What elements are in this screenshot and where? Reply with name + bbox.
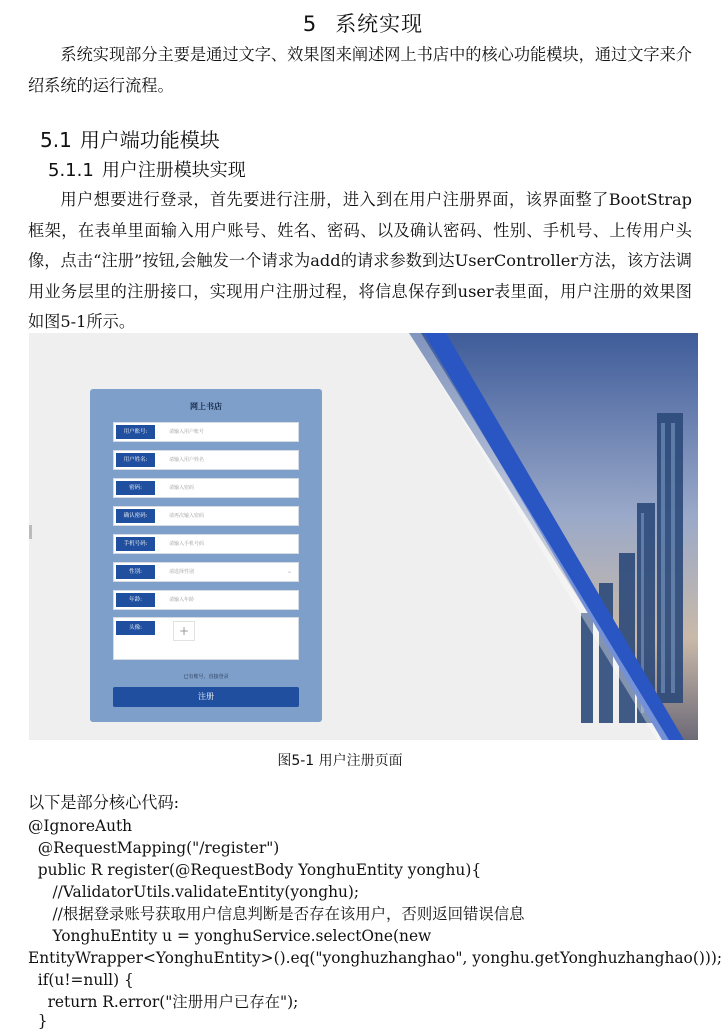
account-input[interactable] bbox=[113, 422, 299, 442]
field-placeholder: 请选择性别 bbox=[169, 569, 195, 575]
field-label: 用户账号: bbox=[116, 425, 155, 439]
scrollbar-thumb[interactable] bbox=[29, 525, 32, 539]
age-input[interactable] bbox=[113, 590, 299, 610]
field-label: 密码: bbox=[116, 481, 155, 495]
chevron-down-icon: ⌄ bbox=[286, 568, 292, 575]
confirm-password-input[interactable] bbox=[113, 506, 299, 526]
chapter-heading bbox=[0, 8, 726, 38]
field-label: 确认密码: bbox=[116, 509, 155, 523]
phone-input[interactable] bbox=[113, 534, 299, 554]
field-label: 性别: bbox=[116, 565, 155, 579]
section-number: 5.1 bbox=[40, 128, 72, 152]
login-link[interactable]: 已有账号，直接登录 bbox=[183, 674, 229, 680]
plus-icon[interactable]: + bbox=[173, 621, 195, 641]
registration-screenshot bbox=[29, 333, 698, 740]
field-placeholder: 请输入用户姓名 bbox=[169, 457, 205, 463]
subsection-title: 用户注册模块实现 bbox=[101, 160, 246, 181]
password-input[interactable] bbox=[113, 478, 299, 498]
chapter-number: 5 bbox=[302, 12, 318, 36]
code-line: EntityWrapper<YonghuEntity>().eq("yonghuzhanghao", yonghu.getYonghuzhanghao())); bbox=[28, 949, 723, 967]
code-line: public R register(@RequestBody YonghuEntity yonghu){ bbox=[28, 861, 482, 879]
subsection-number: 5.1.1 bbox=[48, 160, 94, 181]
code-line: //ValidatorUtils.validateEntity(yonghu); bbox=[28, 883, 360, 901]
code-line: //根据登录账号获取用户信息判断是否存在该用户，否则返回错误信息 bbox=[28, 905, 525, 923]
register-form-card bbox=[90, 389, 322, 722]
field-placeholder: 请再次输入密码 bbox=[169, 513, 205, 519]
code-line: return R.error("注册用户已存在"); bbox=[28, 993, 299, 1011]
avatar-upload bbox=[113, 617, 299, 660]
field-label: 手机号码: bbox=[116, 537, 155, 551]
code-intro: 以下是部分核心代码: bbox=[28, 793, 180, 812]
chapter-title: 系统实现 bbox=[335, 12, 424, 36]
field-placeholder: 请输入用户账号 bbox=[169, 429, 205, 435]
gender-select[interactable] bbox=[113, 562, 299, 582]
field-placeholder: 请输入密码 bbox=[169, 485, 195, 491]
field-label: 年龄: bbox=[116, 593, 155, 607]
section-heading bbox=[40, 124, 220, 153]
field-label: 头像: bbox=[116, 621, 155, 635]
name-input[interactable] bbox=[113, 450, 299, 470]
code-line: } bbox=[28, 1012, 48, 1030]
register-button[interactable]: 注册 bbox=[113, 687, 299, 707]
intro-paragraph: 系统实现部分主要是通过文字、效果图来阐述网上书店中的核心功能模块，通过文字来介绍系统的运行流程。 bbox=[28, 45, 692, 95]
subsection-heading bbox=[48, 156, 246, 182]
code-line: @RequestMapping("/register") bbox=[28, 839, 280, 857]
code-line: @IgnoreAuth bbox=[28, 817, 133, 835]
field-placeholder: 请输入年龄 bbox=[169, 597, 195, 603]
field-label: 用户姓名: bbox=[116, 453, 155, 467]
code-line: if(u!=null) { bbox=[28, 971, 134, 989]
body-paragraph: 用户想要进行登录，首先要进行注册，进入到在用户注册界面，该界面整了BootStrap框架，在表单里面输入用户账号、姓名、密码、以及确认密码、性别、手机号、上传用户头像，点击“注册”按钮,会触发一个请求为add的请求参数到达UserController方法，该方法调用业务层里的注册接口，实现用户注册过程，将信息保存到user表里面，用户注册的效果图如图5-1所示。 bbox=[28, 190, 692, 331]
form-title: 网上书店 bbox=[190, 402, 222, 411]
figure-caption: 图5-1 用户注册页面 bbox=[277, 753, 403, 769]
section-title: 用户端功能模块 bbox=[79, 128, 220, 152]
code-line: YonghuEntity u = yonghuService.selectOne(new bbox=[28, 927, 432, 945]
field-placeholder: 请输入手机号码 bbox=[169, 541, 205, 547]
